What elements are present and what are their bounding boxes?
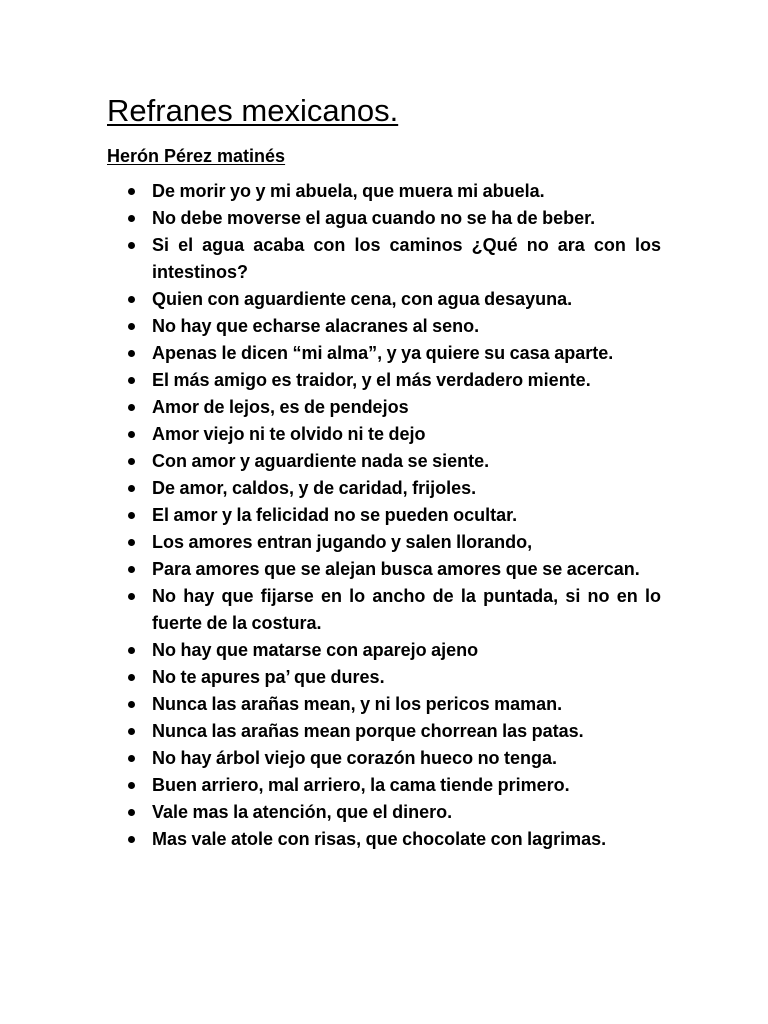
refran-text: Vale mas la atención, que el dinero. xyxy=(152,802,453,822)
list-item xyxy=(107,691,661,718)
bullet-icon xyxy=(128,188,135,195)
document-author: Herón Pérez matinés xyxy=(107,146,286,166)
list-item xyxy=(107,421,661,448)
refran-text: Amor viejo ni te olvido ni te dejo xyxy=(152,424,426,444)
refran-text: Amor de lejos, es de pendejos xyxy=(152,397,409,417)
bullet-icon xyxy=(128,593,135,600)
list-item xyxy=(107,637,661,664)
list-item xyxy=(107,745,661,772)
bullet-icon xyxy=(128,809,135,816)
refranes-list xyxy=(107,178,661,853)
bullet-icon xyxy=(128,755,135,762)
refran-text: No hay que fijarse en lo ancho de la puntada, si no en lo fuerte de la costura. xyxy=(152,586,661,633)
refran-text: Nunca las arañas mean porque chorrean las patas. xyxy=(152,721,584,741)
list-item xyxy=(107,664,661,691)
list-item xyxy=(107,502,661,529)
bullet-icon xyxy=(128,458,135,465)
bullet-icon xyxy=(128,674,135,681)
document-title: Refranes mexicanos. xyxy=(107,93,399,128)
list-item xyxy=(107,232,661,286)
refran-text: No debe moverse el agua cuando no se ha de beber. xyxy=(152,208,596,228)
list-item xyxy=(107,583,661,637)
refran-text: Quien con aguardiente cena, con agua desayuna. xyxy=(152,289,573,309)
list-item xyxy=(107,286,661,313)
bullet-icon xyxy=(128,377,135,384)
bullet-icon xyxy=(128,404,135,411)
list-item xyxy=(107,448,661,475)
bullet-icon xyxy=(128,701,135,708)
list-item xyxy=(107,205,661,232)
bullet-icon xyxy=(128,782,135,789)
refran-text: De amor, caldos, y de caridad, frijoles. xyxy=(152,478,477,498)
refran-text: Nunca las arañas mean, y ni los pericos maman. xyxy=(152,694,563,714)
refran-text: Mas vale atole con risas, que chocolate con lagrimas. xyxy=(152,829,607,849)
bullet-icon xyxy=(128,350,135,357)
refran-text: No hay que echarse alacranes al seno. xyxy=(152,316,480,336)
list-item xyxy=(107,313,661,340)
document-page xyxy=(107,92,661,853)
refran-text: Buen arriero, mal arriero, la cama tiende primero. xyxy=(152,775,570,795)
refran-text: Si el agua acaba con los caminos ¿Qué no ara con los intestinos? xyxy=(152,235,661,282)
bullet-icon xyxy=(128,728,135,735)
list-item xyxy=(107,772,661,799)
list-item xyxy=(107,529,661,556)
list-item xyxy=(107,178,661,205)
bullet-icon xyxy=(128,512,135,519)
refran-text: El amor y la felicidad no se pueden ocultar. xyxy=(152,505,518,525)
list-item xyxy=(107,826,661,853)
bullet-icon xyxy=(128,647,135,654)
bullet-icon xyxy=(128,485,135,492)
list-item xyxy=(107,394,661,421)
refran-text: No te apures pa’ que dures. xyxy=(152,667,385,687)
bullet-icon xyxy=(128,566,135,573)
list-item xyxy=(107,340,661,367)
bullet-icon xyxy=(128,323,135,330)
refran-text: Para amores que se alejan busca amores que se acercan. xyxy=(152,559,640,579)
list-item xyxy=(107,718,661,745)
bullet-icon xyxy=(128,836,135,843)
refran-text: De morir yo y mi abuela, que muera mi abuela. xyxy=(152,181,545,201)
refran-text: El más amigo es traidor, y el más verdadero miente. xyxy=(152,370,591,390)
list-item xyxy=(107,367,661,394)
refran-text: No hay árbol viejo que corazón hueco no tenga. xyxy=(152,748,558,768)
bullet-icon xyxy=(128,431,135,438)
bullet-icon xyxy=(128,296,135,303)
bullet-icon xyxy=(128,242,135,249)
list-item xyxy=(107,799,661,826)
list-item xyxy=(107,556,661,583)
refran-text: No hay que matarse con aparejo ajeno xyxy=(152,640,479,660)
bullet-icon xyxy=(128,539,135,546)
refran-text: Los amores entran jugando y salen llorando, xyxy=(152,532,533,552)
list-item xyxy=(107,475,661,502)
bullet-icon xyxy=(128,215,135,222)
refran-text: Con amor y aguardiente nada se siente. xyxy=(152,451,490,471)
refran-text: Apenas le dicen “mi alma”, y ya quiere su casa aparte. xyxy=(152,343,614,363)
